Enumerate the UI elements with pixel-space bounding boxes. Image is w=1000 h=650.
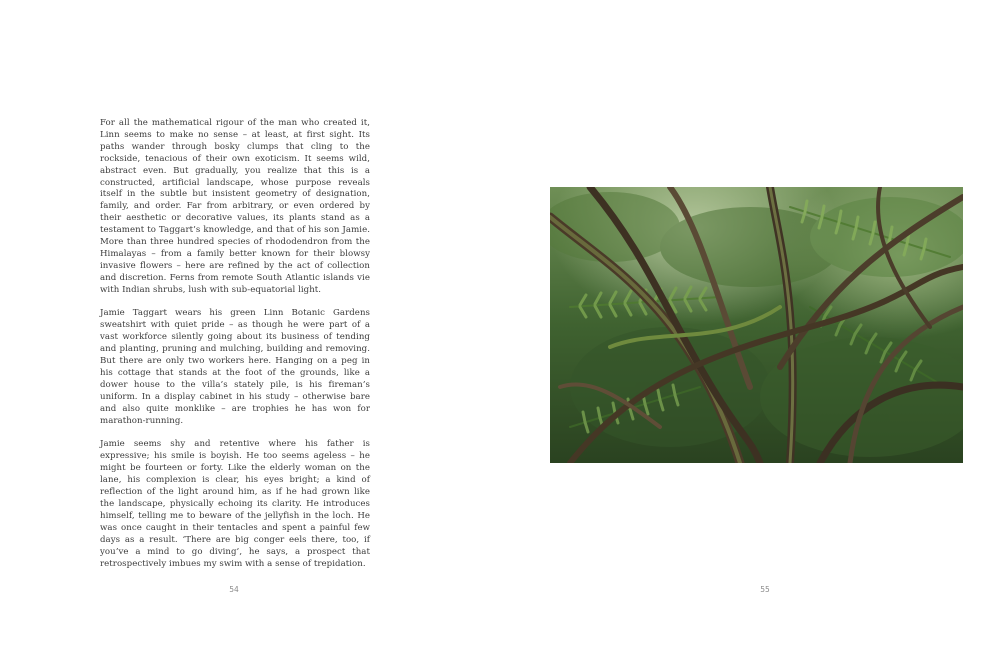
body-text (100, 118, 370, 582)
paragraph-1: For all the mathematical rigour of the man who created it, Linn seems to make no sense – at least, at first sight. Its paths wander through bosky clumps that cling to the rockside, tenacious of their own exoticism. It seems wild, abstract even. But gradually, you realize that this is a constructed, artificial landscape, whose purpose reveals itself in the subtle but insistent geometry of designation, family, and order. Far from arbitrary, or even ordered by their aesthetic or decorative values, its plants stand as a testament to Taggart’s knowledge, and that of his son Jamie. More than three hundred species of rhododendron from the Himalayas – from a family better known for their blowsy invasive flowers – here are refined by the act of collection and discretion. Ferns from remote South Atlantic islands vie with Indian shrubs, lush with sub-equatorial light. (100, 118, 370, 295)
forest-photo (550, 187, 963, 463)
page-number-left: 54 (229, 585, 239, 594)
right-page (500, 0, 1000, 650)
forest-photo-illustration (550, 187, 963, 463)
paragraph-3: Jamie seems shy and retentive where his father is expressive; his smile is boyish. He too seems ageless – he might be fourteen or forty. Like the elderly woman on the lane, his complexion is clear, his eyes bright; a kind of reflection of the light around him, as if he had grown like the landscape, physically echoing its clarity. He introduces himself, telling me to beware of the jellyfish in the loch. He was once caught in their tentacles and spent a painful few days as a result. ‘There are big conger eels there, too, if you’ve a mind to go diving’, he says, a prospect that retrospectively imbues my swim with a sense of trepidation. (100, 439, 370, 569)
page-number-right: 55 (760, 585, 770, 594)
paragraph-2: Jamie Taggart wears his green Linn Botanic Gardens sweatshirt with quiet pride – as though he were part of a vast workforce silently going about its business of tending and planting, pruning and mulching, building and removing. But there are only two workers here. Hanging on a peg in his cottage that stands at the foot of the grounds, like a dower house to the villa’s stately pile, is his fireman’s uniform. In a display cabinet in his study – otherwise bare and also quite monklike – are trophies he has won for marathon-running. (100, 308, 370, 426)
